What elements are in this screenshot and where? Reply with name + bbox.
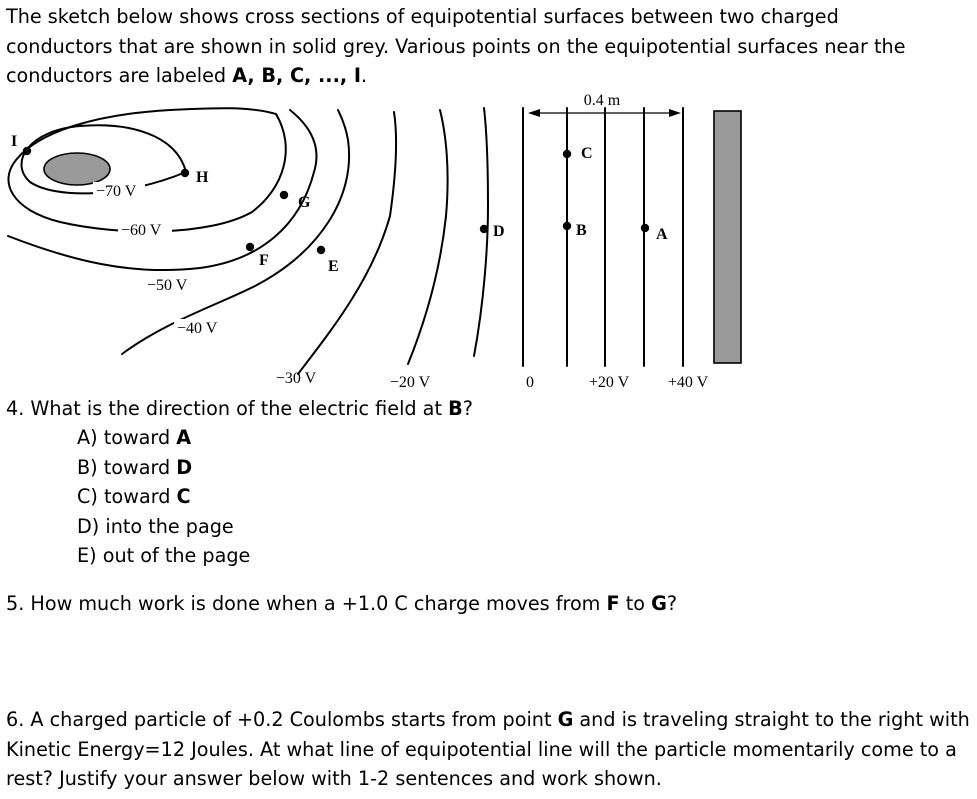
question-6 xyxy=(6,705,974,794)
question-5-from: F xyxy=(606,592,620,615)
question-6-prefix: 6. A charged particle of +0.2 Coulombs starts from point xyxy=(6,708,558,731)
point-a-marker xyxy=(641,224,649,232)
label-minus-30: −30 V xyxy=(275,370,317,387)
label-zero: 0 xyxy=(526,374,534,391)
label-minus-20: −20 V xyxy=(389,374,431,391)
problem-intro xyxy=(6,2,971,91)
label-minus-70: −70 V xyxy=(96,183,137,200)
intro-line-1: The sketch below shows cross sections of equipotential surfaces between two charged xyxy=(6,5,839,28)
option-a-text: A) toward xyxy=(77,426,177,449)
question-4 xyxy=(6,394,974,424)
point-h-label: H xyxy=(196,169,209,186)
distance-dimension xyxy=(528,92,681,117)
question-4-prefix: 4. What is the direction of the electric field at xyxy=(6,397,449,420)
point-b-marker xyxy=(563,222,571,230)
intro-point-labels: A, B, C, ..., I xyxy=(232,64,361,87)
point-d-label: D xyxy=(493,223,505,240)
label-minus-60: −60 V xyxy=(121,222,162,239)
right-conductor xyxy=(714,111,741,363)
point-c-marker xyxy=(563,150,571,158)
option-b-bold: D xyxy=(176,455,193,479)
point-i-marker xyxy=(23,147,31,155)
option-d[interactable] xyxy=(77,512,250,542)
label-minus-40: −40 V xyxy=(177,320,218,337)
point-g-marker xyxy=(280,191,288,199)
question-5-mid: to xyxy=(619,592,652,615)
option-b-text: B) toward xyxy=(77,455,177,479)
question-4-options xyxy=(77,423,250,571)
option-a-bold: A xyxy=(176,426,192,449)
point-f-marker xyxy=(246,243,254,251)
option-e[interactable] xyxy=(77,541,250,571)
point-e-marker xyxy=(317,246,325,254)
point-d-marker xyxy=(480,225,488,233)
intro-line-2: conductors that are shown in solid grey. Various points on the equipotential surfaces near the xyxy=(6,34,906,58)
option-c[interactable] xyxy=(77,482,250,512)
label-minus-50: −50 V xyxy=(147,277,188,294)
point-b-label: B xyxy=(576,222,587,239)
option-c-text: C) toward xyxy=(77,485,177,508)
question-5-to: G xyxy=(651,592,667,615)
question-5 xyxy=(6,589,974,619)
question-4-point: B xyxy=(448,397,463,420)
label-plus-40: +40 V xyxy=(667,374,709,391)
question-6-point: G xyxy=(557,708,574,731)
option-c-bold: C xyxy=(176,485,191,508)
intro-line-3-prefix: conductors are labeled xyxy=(6,64,233,87)
point-f-label: F xyxy=(259,252,269,269)
question-4-end: ? xyxy=(462,397,473,420)
equipotential-figure xyxy=(0,86,977,391)
option-b[interactable] xyxy=(77,453,250,483)
option-a[interactable] xyxy=(77,423,250,453)
equipotential-minus-20 xyxy=(408,110,448,364)
intro-line-3-end: . xyxy=(361,64,368,87)
question-6-rest: and is traveling straight to the right with Kinetic Energy=12 Joules. At what line of equipotential line will the particle momentarily come to a rest? Justify your answer below with 1-2 sentences and work shown. xyxy=(6,708,970,790)
point-e-label: E xyxy=(328,258,339,275)
question-5-prefix: 5. How much work is done when a +1.0 C charge moves from xyxy=(6,592,607,615)
distance-label: 0.4 m xyxy=(583,92,621,109)
point-h-marker xyxy=(181,169,189,177)
point-i-label: I xyxy=(11,133,18,150)
option-d-text: D) into the page xyxy=(77,514,234,538)
left-conductor xyxy=(44,153,110,185)
point-c-label: C xyxy=(581,145,593,162)
point-g-label: G xyxy=(298,194,311,211)
question-5-end: ? xyxy=(666,592,677,615)
label-plus-20: +20 V xyxy=(588,374,630,391)
point-a-label: A xyxy=(656,226,668,243)
option-e-text: E) out of the page xyxy=(77,544,251,567)
